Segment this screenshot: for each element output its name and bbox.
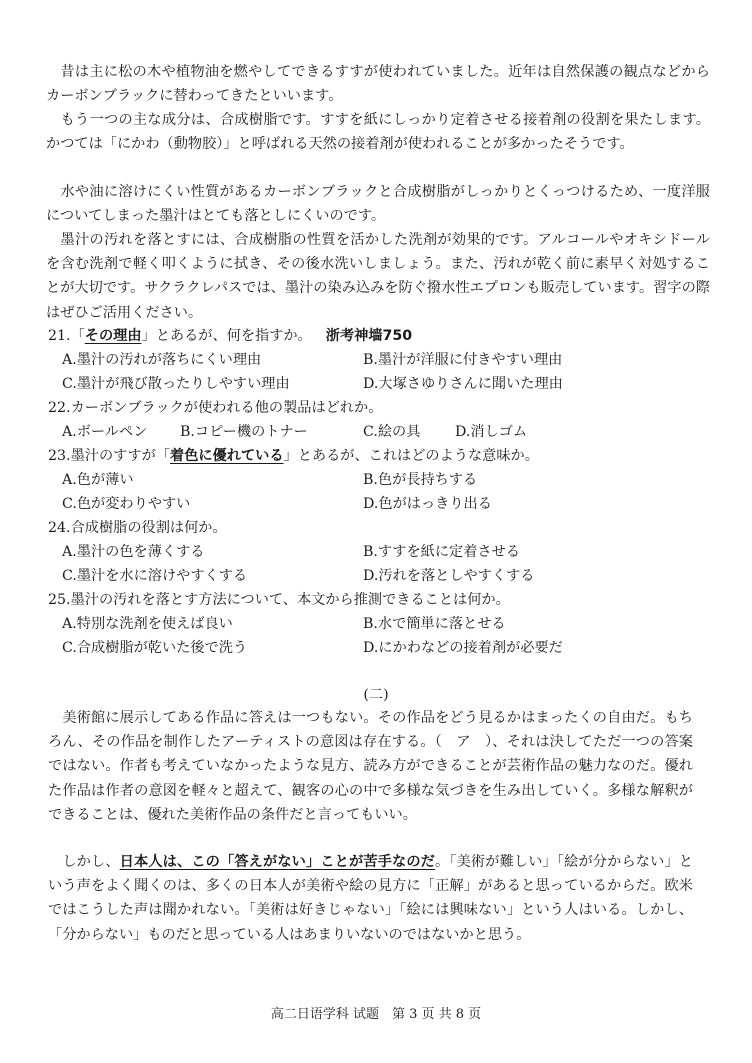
question-21 [48,324,412,348]
option-25-c: C.合成樹脂が乾いた後で洗う [62,640,248,656]
option-21-a: A.墨汁の汚れが落ちにくい理由 [62,352,262,368]
option-22-a: A.ボールペン [62,424,148,440]
question-text: 23.墨汁のすすが「 [48,448,171,464]
option-24-a: A.墨汁の色を薄くする [62,544,205,560]
option-21-b: B.墨汁が洋服に付きやすい理由 [363,352,563,368]
question-25: 25.墨汁の汚れを落とす方法について、本文から推測できることは何か。 [48,592,510,608]
option-24-b: B.すすを紙に定着させる [363,544,520,560]
question-23 [48,444,539,468]
option-23-b: B.色が長持ちする [363,472,478,488]
question-text: 」とあるが、何を指すか。 [141,328,312,344]
passage-paragraph-3: 水や油に溶けにくい性質があるカーボンブラックと合成樹脂がしっかりとくっつけるため、一度洋服についてしまった墨汁はとても落としにくいのです。 [46,184,710,225]
option-25-d: D.にかわなどの接着剤が必要だ [363,640,563,656]
option-21-d: D.大塚さゆりさんに聞いた理由 [363,376,563,392]
watermark-stamp: 浙考神墙750 [325,328,413,344]
section2-paragraph-2 [48,850,693,947]
section-heading: (二) [363,687,389,703]
question-24: 24.合成樹脂の役割は何か。 [48,520,227,536]
underlined-phrase: その理由 [84,328,142,344]
question-text: 」とあるが、これはどのような意味か。 [283,448,539,464]
passage-paragraph-1: 昔は主に松の木や植物油を燃やしてできるすすが使われていました。近年は自然保護の観点などからカーボンブラックに替わってきたといいます。 [46,64,710,105]
paragraph-text: しかし、 [48,854,120,870]
underlined-phrase: 着色に優れている [170,448,284,464]
paragraph-text: 。「美術が難しい」「絵が分からない」という声をよく聞くのは、多くの日本人が美術や絵の見方に「正解」があると思っているからだ。欧米ではこうした声は聞かれない。「美術は好きじゃない」「絵には興味ない」という人はいる。しかし、「分からない」ものだと思っている人はあまりいないのではないかと思う。 [48,854,693,943]
option-22-c: C.絵の具 [363,424,421,440]
option-23-d: D.色がはっきり出る [363,496,492,512]
section2-paragraph-1: 美術館に展示してある作品に答えは一つもない。その作品をどう見るかはまったくの自由だ。もちろん、その作品を制作したアーティストの意図は存在する。（ ア ）、それは決してただ一つの答案ではない。作者も考えていなかったような見方、読み方ができることが芸術作品の魅力なのだ。優れた作品は作者の意図を軽々と超えて、観客の心の中で多様な気づきを生み出していく。多様な解釈ができることは、優れた美術作品の条件だと言ってもいい。 [48,710,693,823]
option-25-b: B.水で簡単に落とせる [363,616,506,632]
option-24-d: D.汚れを落としやすくする [363,568,535,584]
option-22-d: D.消しゴム [455,424,528,440]
option-23-c: C.色が変わりやすい [62,496,191,512]
option-25-a: A.特別な洗剤を使えば良い [62,616,233,632]
page-footer: 高二日语学科 试题 第 3 页 共 8 页 [270,1007,482,1022]
option-24-c: C.墨汁を水に溶けやすくする [62,568,248,584]
option-21-c: C.墨汁が飛び散ったりしやすい理由 [62,376,290,392]
question-22: 22.カーボンブラックが使われる他の製品はどれか。 [48,400,383,416]
option-23-a: A.色が薄い [62,472,134,488]
passage-paragraph-4: 墨汁の汚れを落とすには、合成樹脂の性質を活かした洗剤が効果的です。アルコールやオキシドールを含む洗剤で軽く叩くように拭き、その後水洗いしましょう。また、汚れが乾く前に素早く対処することが大切です。サクラクレパスでは、墨汁の染み込みを防ぐ撥水性エプロンも販売しています。習字の際はぜひご活用ください。 [46,232,710,321]
passage-paragraph-2: もう一つの主な成分は、合成樹脂です。すすを紙にしっかり定着させる接着剤の役割を果たします。かつては「にかわ（動物胶）」と呼ばれる天然の接着剤が使われることが多かったそうです。 [46,112,710,153]
underlined-phrase: 日本人は、この「答えがない」ことが苦手なのだ [119,854,435,870]
option-22-b: B.コピー機のトナー [180,424,308,440]
question-text: 21.「 [48,328,85,344]
